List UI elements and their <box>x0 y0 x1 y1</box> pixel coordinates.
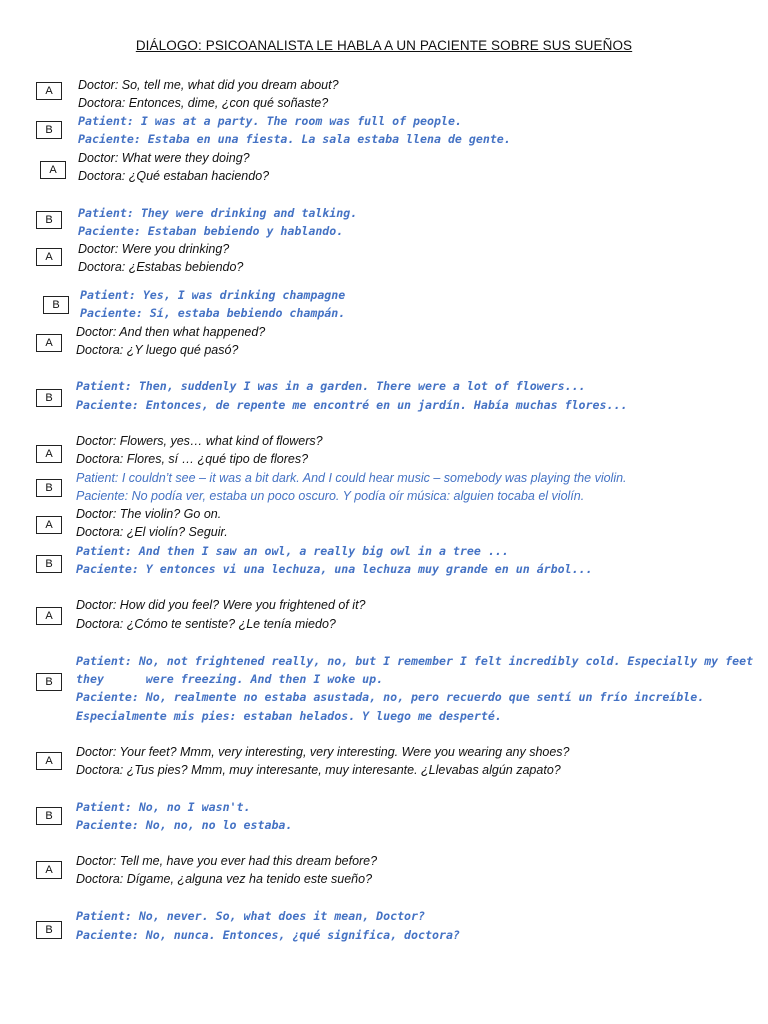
dialogue-line: Doctor: Flowers, yes… what kind of flowers? <box>76 434 323 448</box>
dialogue-line: Paciente: Estaban bebiendo y hablando. <box>78 224 344 238</box>
dialogue-line: Paciente: No, realmente no estaba asustada, no, pero recuerdo que sentí un frío increíble. <box>76 690 705 704</box>
dialogue-line: they were freezing. And then I woke up. <box>76 672 384 686</box>
speaker-label-a: A <box>36 334 62 352</box>
dialogue-line: Patient: I couldn’t see – it was a bit dark. And I could hear music – somebody was playing the violin. <box>76 471 627 485</box>
dialogue-line: Doctora: ¿Tus pies? Mmm, muy interesante, muy interesante. ¿Llevabas algún zapato? <box>76 763 561 777</box>
speaker-label-b: B <box>36 921 62 939</box>
dialogue-line: Patient: And then I saw an owl, a really big owl in a tree ... <box>76 544 509 558</box>
dialogue-line: Doctora: ¿Y luego qué pasó? <box>76 343 239 357</box>
dialogue-line: Doctor: The violin? Go on. <box>76 507 222 521</box>
speaker-label-b: B <box>43 296 69 314</box>
dialogue-line: Patient: No, no I wasn't. <box>76 800 251 814</box>
speaker-label-a: A <box>40 161 66 179</box>
dialogue-line: Paciente: Entonces, de repente me encontré en un jardín. Había muchas flores... <box>76 398 628 412</box>
speaker-label-b: B <box>36 555 62 573</box>
speaker-label-b: B <box>36 479 62 497</box>
dialogue-line: Doctor: And then what happened? <box>76 325 266 339</box>
dialogue-line: Patient: Yes, I was drinking champagne <box>80 288 346 302</box>
speaker-label-a: A <box>36 248 62 266</box>
dialogue-line: Patient: I was at a party. The room was full of people. <box>78 114 462 128</box>
speaker-label-b: B <box>36 389 62 407</box>
dialogue-line: Doctora: Flores, sí … ¿qué tipo de flores? <box>76 452 309 466</box>
dialogue-line: Doctor: So, tell me, what did you dream about? <box>78 78 339 92</box>
dialogue-line: Doctor: Your feet? Mmm, very interesting, very interesting. Were you wearing any shoes? <box>76 745 570 759</box>
dialogue-line: Paciente: Y entonces vi una lechuza, una lechuza muy grande en un árbol... <box>76 562 593 576</box>
dialogue-line: Doctor: Tell me, have you ever had this dream before? <box>76 854 378 868</box>
dialogue-line: Patient: They were drinking and talking. <box>78 206 358 220</box>
speaker-label-a: A <box>36 607 62 625</box>
dialogue-line: Paciente: No podía ver, estaba un poco oscuro. Y podía oír música: alguien tocaba el violín. <box>76 489 585 503</box>
speaker-label-a: A <box>36 445 62 463</box>
dialogue-line: Doctor: What were they doing? <box>78 151 250 165</box>
dialogue-line: Doctora: Entonces, dime, ¿con qué soñaste? <box>78 96 329 110</box>
speaker-label-b: B <box>36 121 62 139</box>
speaker-label-a: A <box>36 861 62 879</box>
speaker-label-a: A <box>36 82 62 100</box>
dialogue-line: Paciente: No, no, no lo estaba. <box>76 818 293 832</box>
dialogue-line: Patient: No, never. So, what does it mean, Doctor? <box>76 909 426 923</box>
speaker-label-a: A <box>36 752 62 770</box>
dialogue-line: Doctora: ¿Cómo te sentiste? ¿Le tenía miedo? <box>76 617 336 631</box>
dialogue-line: Patient: No, not frightened really, no, but I remember I felt incredibly cold. Especially my feet <box>76 654 754 668</box>
dialogue-line: Especialmente mis pies: estaban helados. Y luego me desperté. <box>76 709 502 723</box>
speaker-label-b: B <box>36 211 62 229</box>
dialogue-line: Paciente: No, nunca. Entonces, ¿qué significa, doctora? <box>76 928 460 942</box>
dialogue-line: Paciente: Sí, estaba bebiendo champán. <box>80 306 346 320</box>
speaker-label-b: B <box>36 673 62 691</box>
dialogue-line: Doctor: Were you drinking? <box>78 242 230 256</box>
speaker-label-a: A <box>36 516 62 534</box>
dialogue-line: Doctora: ¿Qué estaban haciendo? <box>78 169 270 183</box>
dialogue-line: Doctora: ¿El violín? Seguir. <box>76 525 228 539</box>
dialogue-line: Doctor: How did you feel? Were you frightened of it? <box>76 598 366 612</box>
dialogue-line: Doctora: Dígame, ¿alguna vez ha tenido este sueño? <box>76 872 373 886</box>
page-title: DIÁLOGO: PSICOANALISTA LE HABLA A UN PACIENTE SOBRE SUS SUEÑOS <box>135 38 633 53</box>
dialogue-line: Doctora: ¿Estabas bebiendo? <box>78 260 244 274</box>
speaker-label-b: B <box>36 807 62 825</box>
dialogue-line: Paciente: Estaba en una fiesta. La sala estaba llena de gente. <box>78 132 511 146</box>
dialogue-line: Patient: Then, suddenly I was in a garden. There were a lot of flowers... <box>76 379 586 393</box>
